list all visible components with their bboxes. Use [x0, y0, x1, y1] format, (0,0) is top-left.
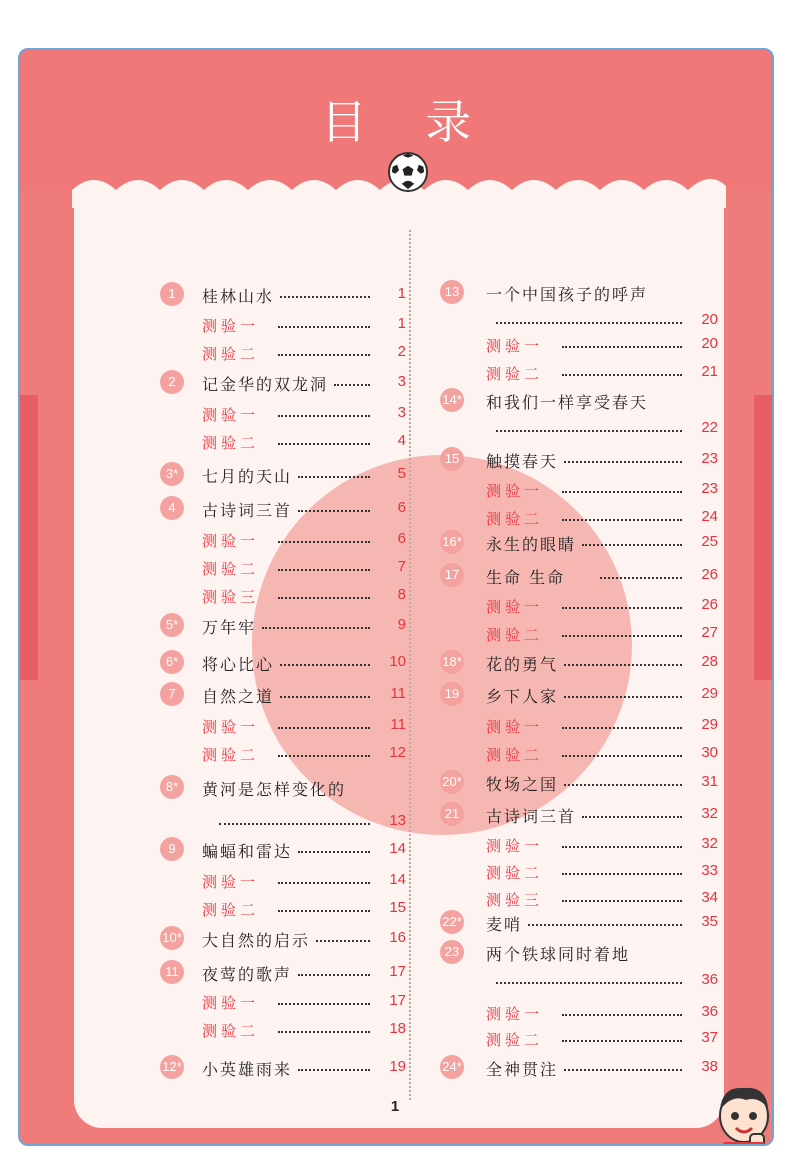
toc-page-number: 8: [397, 586, 406, 603]
dot-leader: [562, 1014, 682, 1016]
lesson-title: 生命 生命: [486, 568, 566, 587]
dot-leader: [278, 755, 370, 757]
dot-leader: [278, 541, 370, 543]
toc-page-number: 29: [701, 685, 718, 702]
dot-leader: [564, 664, 682, 666]
lesson-number-badge: 13: [440, 280, 464, 304]
lesson-number-badge: 4: [160, 496, 184, 520]
toc-lesson-row: [424, 682, 724, 708]
lesson-number-badge: 22*: [440, 910, 464, 934]
test-title: 测验一: [202, 317, 260, 335]
test-title: 测验一: [486, 482, 544, 500]
toc-lesson-row: [74, 1055, 406, 1081]
dot-leader: [298, 974, 370, 976]
toc-page-number: 18: [389, 1020, 406, 1037]
toc-page-number: 14: [389, 871, 406, 888]
test-title: 测验二: [202, 901, 260, 919]
dot-leader: [278, 569, 370, 571]
dot-leader: [600, 577, 682, 579]
toc-page-number: 6: [397, 499, 406, 516]
toc-page-number: 7: [397, 558, 406, 575]
toc-page-number: 2: [397, 343, 406, 360]
toc-page-number: 20: [701, 311, 718, 328]
dot-leader: [278, 597, 370, 599]
lesson-title: 黄河是怎样变化的: [202, 780, 347, 799]
toc-lesson-row: [424, 530, 724, 556]
toc-test-row: [424, 621, 724, 647]
toc-test-row: [74, 527, 406, 553]
dot-leader: [564, 784, 682, 786]
contents-panel: [74, 200, 724, 1128]
column-divider: [409, 230, 411, 1100]
lesson-title: 和我们一样享受春天: [486, 393, 649, 412]
page-number: 1: [390, 1098, 400, 1115]
dot-leader: [562, 873, 682, 875]
dot-leader: [496, 430, 682, 432]
dot-leader: [562, 846, 682, 848]
toc-page-number: 25: [701, 533, 718, 550]
toc-page-number: 36: [701, 971, 718, 988]
toc-lesson-row: [424, 1055, 724, 1081]
test-title: 测验二: [486, 1031, 544, 1049]
toc-lesson-row: [424, 910, 724, 936]
dot-leader: [298, 1069, 370, 1071]
toc-page-number: 26: [701, 596, 718, 613]
lesson-number-badge: 7: [160, 682, 184, 706]
lesson-title: 自然之道: [202, 687, 275, 706]
toc-test-row: [424, 886, 724, 912]
dot-leader: [562, 635, 682, 637]
lesson-title: 全神贯注: [486, 1060, 559, 1079]
toc-lesson-row: [74, 613, 406, 639]
lesson-number-badge: 9: [160, 837, 184, 861]
dot-leader: [562, 374, 682, 376]
dot-leader: [562, 607, 682, 609]
toc-test-row: [74, 713, 406, 739]
toc-page-number: 27: [701, 624, 718, 641]
toc-page-number: 28: [701, 653, 718, 670]
toc-page-number: 1: [397, 315, 406, 332]
dot-leader: [562, 346, 682, 348]
dot-leader: [564, 1069, 682, 1071]
lesson-title: 七月的天山: [202, 467, 293, 486]
toc-lesson-row: [74, 370, 406, 396]
toc-test-row: [424, 713, 724, 739]
dot-leader: [564, 696, 682, 698]
lesson-title: 大自然的启示: [202, 931, 311, 950]
lesson-title: 夜莺的歌声: [202, 965, 293, 984]
toc-test-row: [74, 741, 406, 767]
lesson-title: 记金华的双龙洞: [202, 375, 329, 394]
dot-leader: [278, 443, 370, 445]
toc-page-number: 5: [397, 465, 406, 482]
test-title: 测验一: [202, 406, 260, 424]
test-title: 测验二: [202, 560, 260, 578]
dot-leader: [528, 924, 682, 926]
dot-leader: [582, 816, 682, 818]
toc-page-number: 29: [701, 716, 718, 733]
dot-leader: [278, 910, 370, 912]
toc-lesson-row: [424, 280, 724, 328]
toc-lesson-row: [424, 802, 724, 828]
toc-lesson-row: [74, 650, 406, 676]
toc-page-number: 3: [397, 404, 406, 421]
lesson-title: 触摸春天: [486, 452, 559, 471]
toc-lesson-row: [74, 775, 406, 829]
toc-page-number: 24: [701, 508, 718, 525]
test-title: 测验一: [486, 837, 544, 855]
toc-test-row: [424, 332, 724, 358]
lesson-title: 将心比心: [202, 655, 275, 674]
test-title: 测验二: [486, 510, 544, 528]
test-title: 测验一: [202, 873, 260, 891]
toc-test-row: [74, 340, 406, 366]
dot-leader: [496, 982, 682, 984]
test-title: 测验二: [486, 864, 544, 882]
dot-leader: [219, 823, 370, 825]
toc-test-row: [424, 859, 724, 885]
toc-lesson-row: [424, 388, 724, 436]
lesson-title: 花的勇气: [486, 655, 559, 674]
toc-page-number: 10: [389, 653, 406, 670]
toc-page-number: 11: [390, 716, 406, 733]
dot-leader: [280, 664, 370, 666]
lesson-number-badge: 1: [160, 282, 184, 306]
toc-page-number: 38: [701, 1058, 718, 1075]
dot-leader: [562, 727, 682, 729]
dot-leader: [278, 727, 370, 729]
lesson-number-badge: 14*: [440, 388, 464, 412]
toc-test-row: [424, 505, 724, 531]
toc-page-number: 19: [389, 1058, 406, 1075]
lesson-number-badge: 11: [160, 960, 184, 984]
test-title: 测验一: [486, 337, 544, 355]
toc-test-row: [424, 1000, 724, 1026]
test-title: 测验一: [486, 598, 544, 616]
dot-leader: [334, 384, 370, 386]
toc-page-number: 33: [701, 862, 718, 879]
toc-lesson-row: [74, 682, 406, 708]
lesson-number-badge: 19: [440, 682, 464, 706]
right-side-bar: [754, 395, 772, 680]
toc-page-number: 4: [397, 432, 406, 449]
toc-page-number: 1: [397, 285, 406, 302]
dot-leader: [582, 544, 682, 546]
lesson-title: 小英雄雨来: [202, 1060, 293, 1079]
lesson-number-badge: 15: [440, 447, 464, 471]
dot-leader: [298, 851, 370, 853]
dot-leader: [298, 510, 370, 512]
toc-lesson-row: [74, 462, 406, 488]
test-title: 测验三: [202, 588, 260, 606]
toc-page-number: 30: [701, 744, 718, 761]
test-title: 测验二: [202, 345, 260, 363]
lesson-number-badge: 5*: [160, 613, 184, 637]
toc-page-number: 23: [701, 450, 718, 467]
toc-test-row: [74, 896, 406, 922]
toc-page-number: 15: [389, 899, 406, 916]
page-title: 目 录: [320, 95, 494, 149]
toc-page-number: 13: [389, 812, 406, 829]
lesson-title: 古诗词三首: [202, 501, 293, 520]
toc-test-row: [74, 555, 406, 581]
test-title: 测验二: [202, 434, 260, 452]
test-title: 测验一: [202, 994, 260, 1012]
dot-leader: [278, 1003, 370, 1005]
dot-leader: [564, 461, 682, 463]
toc-lesson-row: [74, 282, 406, 308]
toc-page-number: 17: [389, 992, 406, 1009]
toc-lesson-row: [74, 496, 406, 522]
dot-leader: [562, 519, 682, 521]
toc-lesson-row: [424, 940, 724, 988]
test-title: 测验三: [486, 891, 544, 909]
toc-page-number: 11: [390, 685, 406, 702]
lesson-number-badge: 17: [440, 563, 464, 587]
toc-page-number: 26: [701, 566, 718, 583]
toc-test-row: [424, 593, 724, 619]
dot-leader: [262, 627, 370, 629]
dot-leader: [278, 326, 370, 328]
toc-page-number: 17: [389, 963, 406, 980]
toc-lesson-row: [74, 960, 406, 986]
toc-page-number: 12: [389, 744, 406, 761]
toc-lesson-row: [424, 650, 724, 676]
test-title: 测验二: [202, 746, 260, 764]
test-title: 测验一: [486, 1005, 544, 1023]
lesson-title: 桂林山水: [202, 287, 275, 306]
toc-test-row: [74, 312, 406, 338]
toc-page-number: 6: [397, 530, 406, 547]
lesson-number-badge: 3*: [160, 462, 184, 486]
lesson-title: 古诗词三首: [486, 807, 577, 826]
dot-leader: [496, 322, 682, 324]
lesson-title: 两个铁球同时着地: [486, 945, 631, 964]
lesson-title: 一个中国孩子的呼声: [486, 285, 649, 304]
toc-lesson-row: [74, 926, 406, 952]
toc-test-row: [74, 1017, 406, 1043]
test-title: 测验二: [486, 626, 544, 644]
toc-lesson-row: [74, 837, 406, 863]
left-side-bar: [20, 395, 38, 680]
dot-leader: [278, 1031, 370, 1033]
lesson-number-badge: 16*: [440, 530, 464, 554]
toc-page-number: 3: [397, 373, 406, 390]
lesson-number-badge: 20*: [440, 770, 464, 794]
dot-leader: [562, 1040, 682, 1042]
lesson-number-badge: 10*: [160, 926, 184, 950]
dot-leader: [280, 296, 370, 298]
toc-page-number: 9: [397, 616, 406, 633]
dot-leader: [278, 354, 370, 356]
lesson-title: 麦哨: [486, 915, 523, 934]
toc-lesson-row: [424, 770, 724, 796]
lesson-title: 乡下人家: [486, 687, 559, 706]
test-title: 测验二: [486, 365, 544, 383]
test-title: 测验二: [486, 746, 544, 764]
lesson-number-badge: 12*: [160, 1055, 184, 1079]
test-title: 测验一: [486, 718, 544, 736]
book-page-frame: [18, 48, 774, 1146]
toc-test-row: [74, 583, 406, 609]
dot-leader: [562, 755, 682, 757]
lesson-number-badge: 8*: [160, 775, 184, 799]
lesson-number-badge: 18*: [440, 650, 464, 674]
lesson-title: 万年牢: [202, 618, 257, 637]
dot-leader: [298, 476, 370, 478]
dot-leader: [278, 882, 370, 884]
lesson-number-badge: 21: [440, 802, 464, 826]
toc-page-number: 23: [701, 480, 718, 497]
dot-leader: [562, 900, 682, 902]
test-title: 测验一: [202, 718, 260, 736]
toc-test-row: [424, 477, 724, 503]
lesson-number-badge: 2: [160, 370, 184, 394]
lesson-title: 蝙蝠和雷达: [202, 842, 293, 861]
dot-leader: [280, 696, 370, 698]
toc-page-number: 32: [701, 805, 718, 822]
lesson-number-badge: 23: [440, 940, 464, 964]
toc-test-row: [74, 401, 406, 427]
toc-page-number: 21: [701, 363, 718, 380]
soccer-ball-icon: [388, 152, 428, 192]
toc-page-number: 36: [701, 1003, 718, 1020]
toc-test-row: [74, 868, 406, 894]
toc-test-row: [424, 741, 724, 767]
boy-mascot-icon: [710, 1080, 774, 1146]
lesson-number-badge: 6*: [160, 650, 184, 674]
test-title: 测验一: [202, 532, 260, 550]
lesson-number-badge: 24*: [440, 1055, 464, 1079]
toc-page-number: 32: [701, 835, 718, 852]
toc-page-number: 31: [701, 773, 718, 790]
toc-page-number: 22: [701, 419, 718, 436]
toc-lesson-row: [424, 563, 724, 589]
toc-test-row: [74, 989, 406, 1015]
dot-leader: [278, 415, 370, 417]
toc-page-number: 37: [701, 1029, 718, 1046]
test-title: 测验二: [202, 1022, 260, 1040]
lesson-title: 牧场之国: [486, 775, 559, 794]
toc-test-row: [424, 360, 724, 386]
toc-page-number: 16: [389, 929, 406, 946]
toc-test-row: [424, 832, 724, 858]
dot-leader: [316, 940, 370, 942]
toc-page-number: 34: [701, 889, 718, 906]
lesson-title: 永生的眼睛: [486, 535, 577, 554]
toc-test-row: [74, 429, 406, 455]
toc-page-number: 35: [701, 913, 718, 930]
toc-page-number: 20: [701, 335, 718, 352]
dot-leader: [562, 491, 682, 493]
toc-lesson-row: [424, 447, 724, 473]
toc-test-row: [424, 1026, 724, 1052]
toc-page-number: 14: [389, 840, 406, 857]
